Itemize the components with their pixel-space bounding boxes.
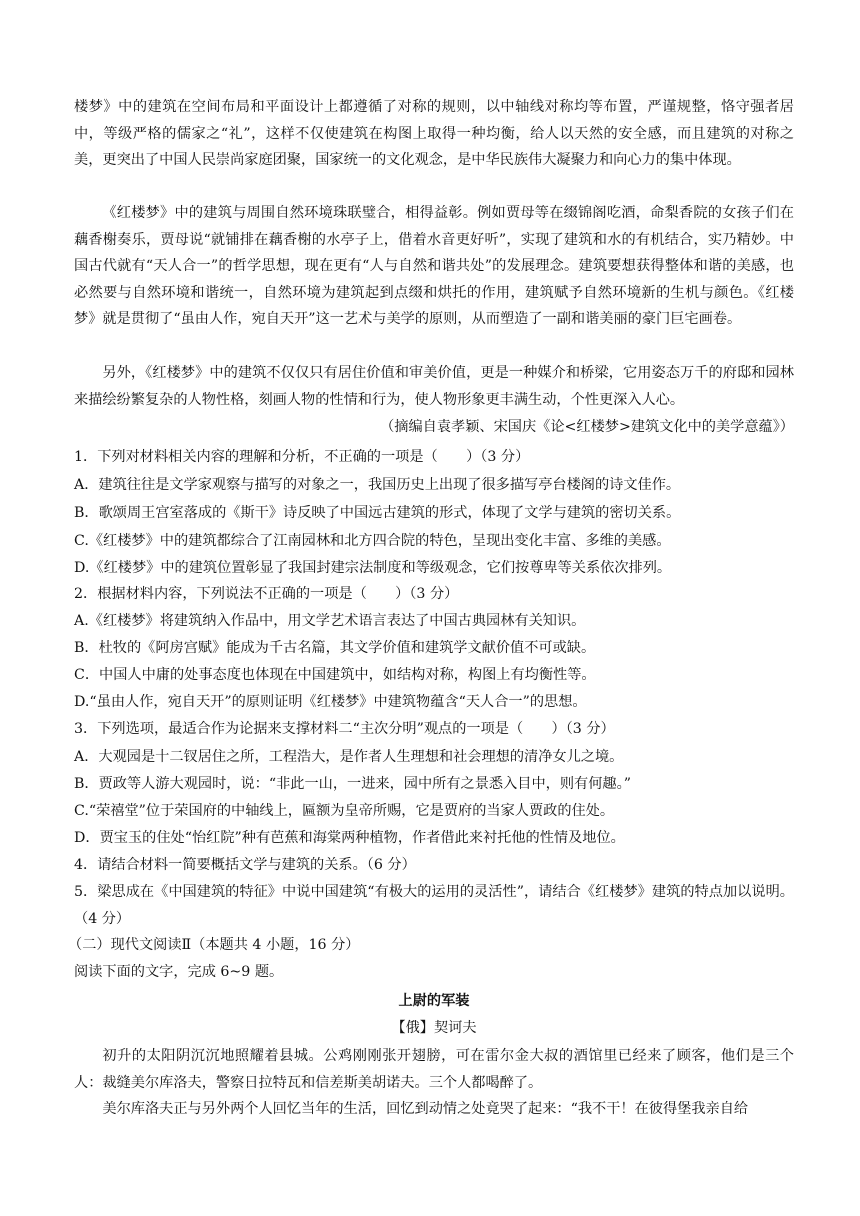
question-3-option-b: B．贾政等人游大观园时，说：“非此一山，一进来，园中所有之景悉入目中，则有何趣。” [74, 776, 631, 792]
section-2-instruction: 阅读下面的文字，完成 6~9 题。 [74, 964, 284, 980]
question-1-option-a: A．建筑往往是文学家观察与描写的对象之一，我国历史上出现了很多描写亭台楼阁的诗文佳作。 [74, 477, 681, 493]
question-2-option-b: B．杜牧的《阿房宫赋》能成为千古名篇，其文学价值和建筑学文献价值不可或缺。 [74, 640, 596, 656]
question-3: 3．下列选项，最适合作为论据来支撑材料二“主次分明”观点的一项是（ ）（3 分） [74, 721, 615, 737]
question-1-option-d: D.《红楼梦》中的建筑位置彰显了我国封建宗法制度和等级观念，它们按尊卑等关系依次排列。 [74, 560, 672, 576]
question-1-option-b: B．歌颂周王宫室落成的《斯干》诗反映了中国远古建筑的形式，体现了文学与建筑的密切关系。 [74, 505, 681, 521]
story-paragraph-1: 初升的太阳阴沉沉地照耀着县城。公鸡刚刚张开翅膀，可在雷尔金大叔的酒馆里已经来了顾客，他们是三个人：裁缝美尔库洛夫，警察日拉特瓦和信差斯美胡诺夫。三个人都喝醉了。 [74, 1048, 794, 1091]
question-3-option-a: A．大观园是十二钗居住之所，工程浩大，是作者人生理想和社会理想的清净女儿之境。 [74, 749, 624, 765]
question-2-option-a: A.《红楼梦》将建筑纳入作品中，用文学艺术语言表达了中国古典园林有关知识。 [74, 613, 586, 629]
question-2-option-c: C．中国人中庸的处事态度也体现在中国建筑中，如结构对称，构图上有均衡性等。 [74, 667, 596, 683]
question-5: 5．梁思成在《中国建筑的特征》中说中国建筑“有极大的运用的灵活性”，请结合《红楼梦》建筑的特点加以说明。（4 分） [74, 884, 794, 927]
question-2-option-d: D.“虽由人作，宛自天开”的原则证明《红楼梦》中建筑物蕴含“天人合一”的思想。 [74, 694, 587, 710]
question-3-option-d: D．贾宝玉的住处“怡红院”种有芭蕉和海棠两种植物，作者借此来衬托他的性情及地位。 [74, 830, 625, 846]
question-1-option-c: C.《红楼梦》中的建筑都综合了江南园林和北方四合院的特色，呈现出变化丰富、多维的美感。 [74, 533, 671, 549]
passage-paragraph-2: 《红楼梦》中的建筑与周围自然环境珠联璧合，相得益彰。例如贾母等在缀锦阁吃酒，命梨香院的女孩子们在藕香榭奏乐，贾母说“就铺排在藕香榭的水亭子上，借着水音更好听”，实现了建筑和水的有机结合，实乃精妙。中国古代就有“天人合一”的哲学思想，现在更有“人与自然和谐共处”的发展理念。建筑要想获得整体和谐的美感，也必然要与自然环境和谐统一，自然环境为建筑起到点缀和烘托的作用，建筑赋予自然环境新的生机与颜色。《红楼梦》就是贯彻了“虽由人作，宛自天开”这一艺术与美学的原则，从而塑造了一副和谐美丽的豪门巨宅画卷。 [74, 205, 794, 327]
story-paragraph-2: 美尔库洛夫正与另外两个人回忆当年的生活，回忆到动情之处竟哭了起来：“我不干！在彼得堡我亲自给 [102, 1101, 749, 1117]
question-3-option-c: C.“荣禧堂”位于荣国府的中轴线上，匾额为皇帝所赐，它是贾府的当家人贾政的住处。 [74, 803, 615, 819]
question-4: 4．请结合材料一简要概括文学与建筑的关系。（6 分） [74, 857, 416, 873]
passage-source: （摘编自袁孝颖、宋国庆《论<红楼梦>建筑文化中的美学意蕴》） [380, 419, 794, 435]
section-2-heading: （二）现代文阅读Ⅱ（本题共 4 小题，16 分） [68, 937, 360, 953]
passage-paragraph-1: 楼梦》中的建筑在空间布局和平面设计上都遵循了对称的规则，以中轴线对称均等布置，严谨规整，恪守强者居中，等级严格的儒家之“礼”，这样不仅使建筑在构图上取得一种均衡，给人以天然的安全感，而且建筑的对称之美，更突出了中国人民崇尚家庭团聚，国家统一的文化观念，是中华民族伟大凝聚力和向心力的集中体现。 [74, 99, 794, 168]
passage-paragraph-3: 另外，《红楼梦》中的建筑不仅仅只有居住价值和审美价值，更是一种媒介和桥梁，它用姿态万千的府邸和园林来描绘纷繁复杂的人物性格，刻画人物的性情和行为，使人物形象更丰满生动，个性更深入人心。 [74, 365, 794, 408]
question-1: 1．下列对材料相关内容的理解和分析，不正确的一项是（ ）（3 分） [74, 449, 530, 465]
story-title: 上尉的军装 [398, 993, 470, 1009]
story-author: 【俄】契诃夫 [391, 1020, 477, 1036]
question-2: 2．根据材料内容，下列说法不正确的一项是（ ）（3 分） [74, 586, 459, 602]
